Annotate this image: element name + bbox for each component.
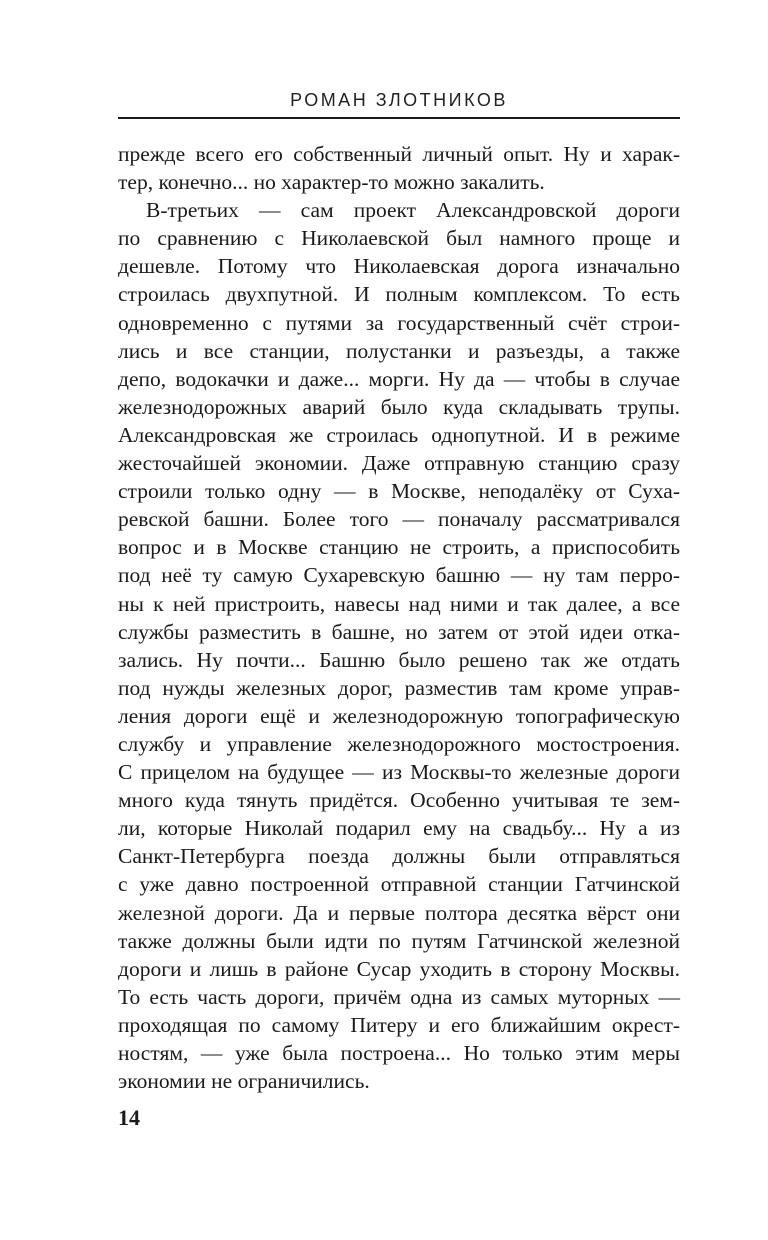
text-line: ностям, — уже была построена... Но только этим меры <box>118 1041 680 1065</box>
text-line: железнодорожных аварий было куда складывать трупы. <box>118 394 680 419</box>
text-line: ны к ней пристроить, навесы над ними и так далее, а все <box>118 591 680 616</box>
text-line: строилась двухпутной. И полным комплексом. То есть <box>118 282 680 307</box>
text-line: прежде всего его собственный личный опыт. Ну и харак- <box>118 142 680 166</box>
text-line: железной дороги. Да и первые полтора десятка вёрст они <box>118 900 680 925</box>
running-header: РОМАН ЗЛОТНИКОВ <box>290 90 508 110</box>
text-line: под нужды железных дорог, разместив там кроме управ- <box>118 675 680 700</box>
text-line: тер, конечно... но характер-то можно закалить. <box>118 170 545 195</box>
text-line: дороги и лишь в районе Сусар уходить в сторону Москвы. <box>118 956 680 981</box>
text-line: лись и все станции, полустанки и разъезды, а также <box>118 338 680 363</box>
page-number: 14 <box>118 1105 140 1130</box>
header-rule <box>118 117 680 119</box>
text-line: депо, водокачки и даже... морги. Ну да — чтобы в случае <box>118 366 680 391</box>
text-line: по сравнению с Николаевской был намного проще и <box>118 226 680 251</box>
text-line: с уже давно построенной отправной станции Гатчинской <box>118 872 680 897</box>
text-line: проходящая по самому Питеру и его ближайшим окрест- <box>118 1012 680 1037</box>
text-line: Санкт-Петербурга поезда должны были отправляться <box>118 844 680 869</box>
text-line: службу и управление железнодорожного мостостроения. <box>118 731 680 756</box>
body-text <box>118 140 680 1095</box>
text-line: также должны были идти по путям Гатчинской железной <box>118 928 680 953</box>
text-line: строили только одну — в Москве, неподалёку от Суха- <box>118 479 680 504</box>
text-line: ления дороги ещё и железнодорожную топографическую <box>118 703 680 728</box>
text-line: одновременно с путями за государственный счёт строи- <box>118 310 680 335</box>
text-line: дешевле. Потому что Николаевская дорога изначально <box>118 254 680 279</box>
text-line: службы разместить в башне, но затем от этой идеи отка- <box>118 619 680 644</box>
text-line: ревской башни. Более того — поначалу рассматривался <box>118 507 680 532</box>
text-line: То есть часть дороги, причём одна из самых муторных — <box>118 984 680 1009</box>
text-line: экономии не ограничились. <box>118 1069 370 1094</box>
text-line: зались. Ну почти... Башню было решено так же отдать <box>118 647 680 672</box>
text-line: Александровская же строилась однопутной. И в режиме <box>118 422 680 447</box>
text-line: жесточайшей экономии. Даже отправную станцию сразу <box>118 451 680 476</box>
text-line: много куда тянуть придётся. Особенно учитывая те зем- <box>118 788 680 813</box>
text-line: ли, которые Николай подарил ему на свадьбу... Ну а из <box>118 816 680 841</box>
text-line: В-третьих — сам проект Александровской дороги <box>146 198 680 223</box>
text-line: С прицелом на будущее — из Москвы-то железные дороги <box>118 760 680 785</box>
text-line: вопрос и в Москве станцию не строить, а приспособить <box>118 535 680 560</box>
text-line: под неё ту самую Сухаревскую башню — ну там перро- <box>118 563 680 588</box>
